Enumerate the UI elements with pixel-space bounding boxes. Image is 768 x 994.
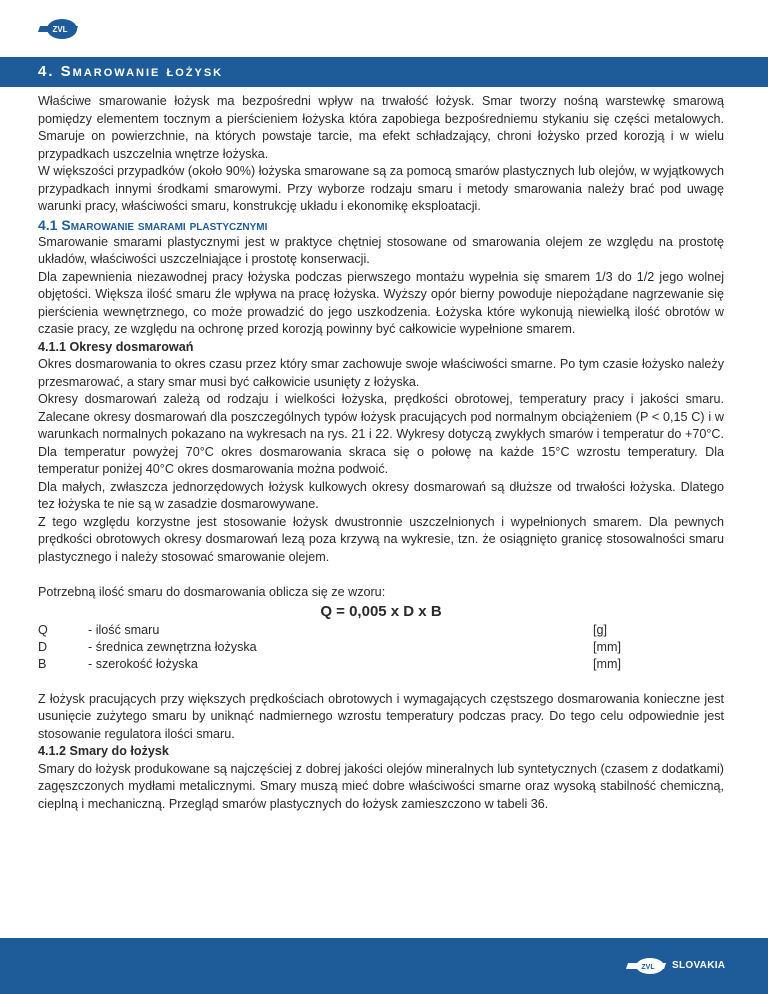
variable-description: - szerokość łożyska — [88, 656, 198, 671]
s41-paragraph-1: Smarowanie smarami plastycznymi jest w praktyce chętniej stosowane od smarowania olejem ze względu na prostotę układów, właściwości uszczelniające i prostotę konserwacji. — [38, 234, 724, 266]
zvl-logo-icon — [38, 18, 82, 40]
section-header-bar — [0, 57, 768, 87]
variable-row — [38, 622, 638, 639]
svg-text:ZVL: ZVL — [641, 964, 655, 971]
formula-intro: Potrzebną ilość smaru do dosmarowania oblicza się ze wzoru: — [38, 585, 386, 599]
variable-unit: [mm] — [593, 656, 621, 671]
heading-4-1-2: 4.1.2 Smary do łożysk — [38, 744, 169, 758]
section-title: 4. Smarowanie łożysk — [38, 63, 224, 80]
s411-after-paragraph: Z łożysk pracujących przy większych prędkościach obrotowych i wymagających częstszego dosmarowania konieczne jest usunięcie zużytego smaru by uniknąć nadmiernego wzrostu temperatury podczas pracy. Do tego celu odpowiednie jest stosowanie regulatora ilości smaru. — [38, 691, 724, 741]
footer-brand-text: SLOVAKIA — [672, 960, 726, 971]
s411-paragraph-1: Okres dosmarowania to okres czasu przez który smar zachowuje swoje właściwości smarne. Po tym czasie łożysko należy przesmarować, a stary smar musi być całkowicie usunięty z łożyska. — [38, 357, 724, 389]
variable-description: - ilość smaru — [88, 622, 160, 637]
variable-row — [38, 656, 638, 673]
formula: Q = 0,005 x D x B — [320, 602, 442, 620]
s41-paragraph-2: Dla zapewnienia niezawodnej pracy łożyska podczas pierwszego montażu wypełnia się smarem 1/3 do 1/2 jego wolnej objętości. Większa ilość smaru źle wpływa na pracę łożyska. Wyższy opór bierny powoduje niepożądane nagrzewanie się pierścienia wewnętrznego, co może prowadzić do jego uszkodzenia. Łożyska które wykonują niewielką ilość obrotów w czasie pracy, ze względu na ochronę przed korozją powinny być całkowicie wypełnione smarem. — [38, 269, 724, 336]
variable-description: - średnica zewnętrzna łożyska — [88, 639, 257, 654]
heading-4-1: 4.1 Smarowanie smarami plastycznymi — [38, 216, 268, 233]
s411-paragraph-2: Okresy dosmarowań zależą od rodzaju i wielkości łożyska, prędkości obrotowej, temperatury pracy i jakości smaru. Zalecane okresy dosmarowań dla poszczególnych typów łożysk pracujących pod normalnym obciążeniem (P < 0,15 C) i w warunkach normalnych pokazano na wykresach na rys. 21 i 22. Wykresy dotyczą zwykłych smarów i temperatur do +70°C. Dla temperatur powyżej 70°C okres dosmarowania skraca się o połowę na każde 15°C wzrostu temperatury. Dla temperatur poniżej 40°C okres dosmarowania można podwoić. — [38, 392, 724, 476]
variable-symbol: B — [38, 656, 47, 671]
footer-bar — [0, 938, 768, 994]
svg-text:ZVL: ZVL — [52, 25, 68, 34]
s411-paragraph-3: Dla małych, zwłaszcza jednorzędowych łożysk kulkowych okresy dosmarowań są dłuższe od trwałości łożyska. Dlatego tez łożyska te nie są w zasadzie dosmarowywane. — [38, 479, 724, 511]
variable-row — [38, 639, 638, 656]
intro-paragraph-2: W większości przypadków (około 90%) łożyska smarowane są za pomocą smarów plastycznych lub olejów, w wyjątkowych przypadkach innymi środkami smarowymi. Przy wyborze rodzaju smaru i metody smarowania należy brać pod uwagę warunki pracy, właściwości smaru, konstrukcję układu i ekonomikę eksploatacji. — [38, 164, 724, 213]
intro-paragraph-1: Właściwe smarowanie łożysk ma bezpośredni wpływ na trwałość łożysk. Smar tworzy nośną warstewkę smarową pomiędzy elementem tocznym a pierścieniem łożyska która zapobiega bezpośredniemu stykaniu się części metalowych. Smaruje on powierzchnie, na których powstaje tarcie, ma efekt schładzający, chroni łożysko przed korozją i w wielu przypadkach uszczelnia wnętrze łożyska. — [38, 94, 724, 161]
variable-symbol: D — [38, 639, 48, 654]
document-body — [38, 93, 724, 813]
variable-symbol: Q — [38, 622, 48, 637]
zvl-footer-logo-icon — [626, 957, 670, 975]
variable-list — [38, 622, 638, 673]
s412-paragraph: Smary do łożysk produkowane są najczęściej z dobrej jakości olejów mineralnych lub syntetycznych (czasem z dodatkami) zagęszczonych mydłami metalicznymi. Smary muszą mieć dobre właściwości smarne oraz wysoką stabilność chemiczną, cieplną i mechaniczną. Przegląd smarów plastycznych do łożysk zamieszczono w tabeli 36. — [38, 761, 724, 811]
s411-paragraph-4: Z tego względu korzystne jest stosowanie łożysk dwustronnie uszczelnionych i wypełnionych smarem. Dla pewnych prędkości obrotowych okresy dosmarowań lezą poza krzywą na wykresie, tzn. że osiągnięto granicę stosowalności smaru plastycznego i należy stosować smarowanie olejem. — [38, 514, 724, 564]
variable-unit: [mm] — [593, 639, 621, 654]
variable-unit: [g] — [593, 622, 608, 637]
heading-4-1-1: 4.1.1 Okresy dosmarowań — [38, 339, 194, 354]
